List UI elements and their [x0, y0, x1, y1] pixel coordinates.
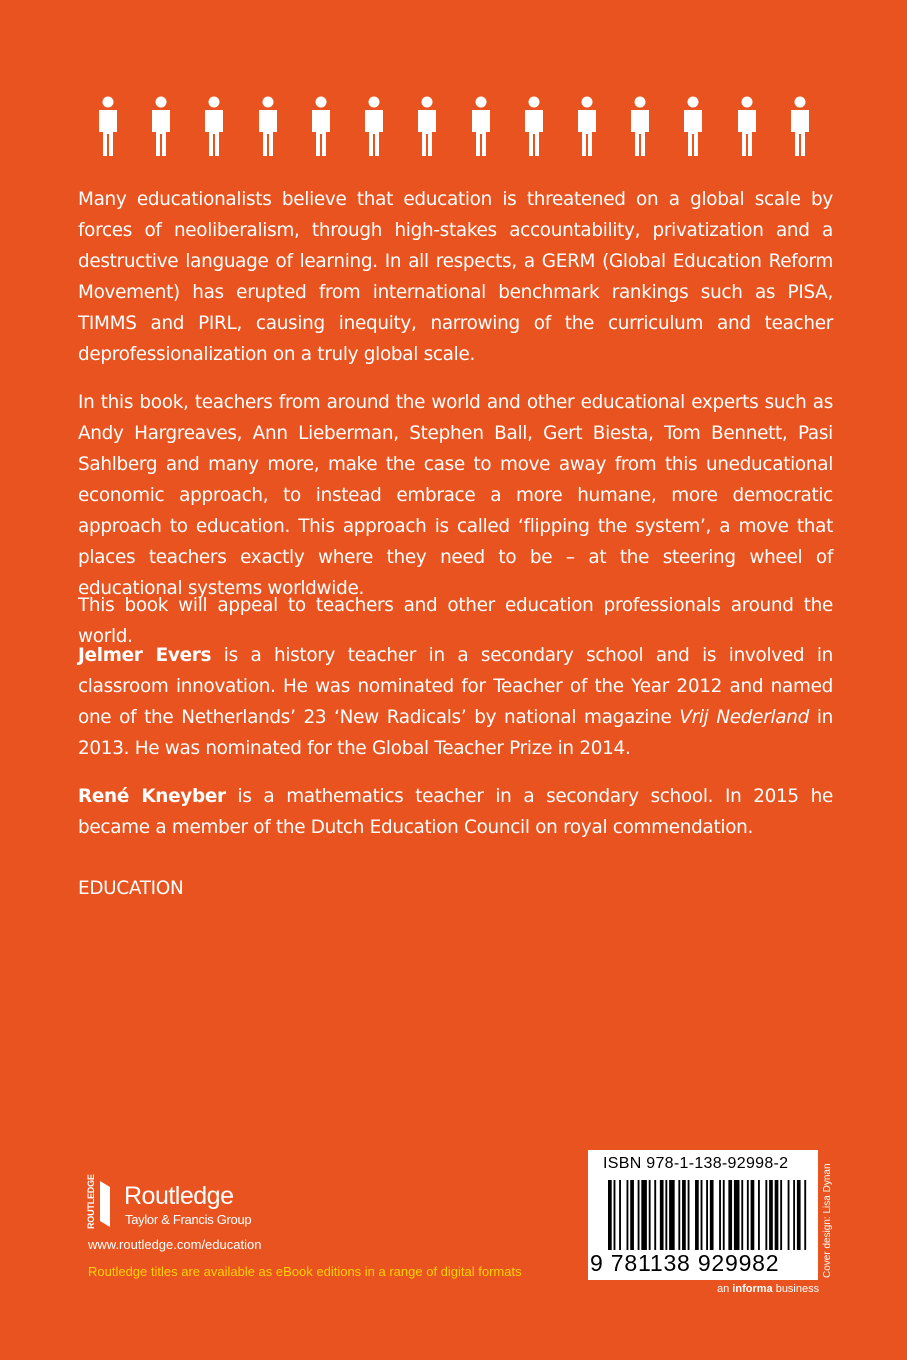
barcode-bar: [804, 1180, 806, 1250]
barcode-bar: [688, 1180, 690, 1250]
barcode-bar: [630, 1180, 634, 1250]
publisher-name: Routledge: [124, 1182, 234, 1210]
bio-text: [78, 640, 833, 764]
barcode-bar: [678, 1180, 680, 1250]
barcode-bar: [758, 1180, 760, 1250]
barcode-bar: [788, 1180, 790, 1250]
person-icon: [309, 96, 333, 158]
paragraph-text: This book will appeal to teachers and other education professionals around the world.: [78, 595, 833, 647]
barcode-bar: [747, 1180, 749, 1250]
author-name: René Kneyber: [78, 786, 226, 807]
person-icon: [415, 96, 439, 158]
barcode-bar: [710, 1180, 714, 1250]
person-icon: [628, 96, 652, 158]
barcode-bar: [751, 1180, 755, 1250]
barcode-bar: [701, 1180, 703, 1250]
barcode-bar: [780, 1180, 782, 1250]
person-icon: [256, 96, 280, 158]
isbn-label: ISBN 978-1-138-92998-2: [603, 1155, 789, 1172]
barcode-bar: [614, 1180, 616, 1250]
author-name: Jelmer Evers: [78, 645, 212, 666]
barcode-bar: [706, 1180, 708, 1250]
publisher-group: Taylor & Francis Group: [125, 1212, 252, 1227]
category-text: EDUCATION: [78, 878, 184, 899]
person-icon: [522, 96, 546, 158]
person-icon: [469, 96, 493, 158]
author-bio-evers: [78, 640, 833, 764]
barcode-bar: [660, 1180, 664, 1250]
barcode-bar: [638, 1180, 640, 1250]
barcode-bar: [719, 1180, 721, 1250]
ebook-note: Routledge titles are available as eBook editions in a range of digital formats: [88, 1264, 522, 1279]
paragraph-text: In this book, teachers from around the world and other educational experts such as Andy Hargreaves, Ann Lieberman, Stephen Ball, Gert Biesta, Tom Bennett, Pasi Sahlberg and many more, make the case to move away from this uneducational economic approach, to instead embrace a more humane, more democratic approach to education. This approach is called ‘flipping the system’, a move that places teachers exactly where they need to be – at the steering wheel of educational systems worldwide.: [78, 392, 833, 599]
bio-part: is a mathematics teacher in a secondary school. In 2015 he became a member of the Dutch Education Council on royal commendation.: [78, 786, 833, 838]
barcode-bar: [669, 1180, 675, 1250]
person-icon: [362, 96, 386, 158]
barcode-bar: [608, 1180, 612, 1250]
person-icon: [575, 96, 599, 158]
category-label: [78, 873, 833, 904]
barcode-bar: [769, 1180, 773, 1250]
barcode-digits: 9 781138 929982: [590, 1250, 780, 1276]
barcode-bar: [793, 1180, 795, 1250]
logo-vertical-text: ROUTLEDGE: [86, 1174, 96, 1229]
isbn-barcode: [588, 1150, 818, 1280]
barcode-bar: [734, 1180, 740, 1250]
barcode-bar: [619, 1180, 621, 1250]
barcode-bar: [765, 1180, 767, 1250]
description-paragraph-1: [78, 184, 833, 370]
barcode-bar: [682, 1180, 686, 1250]
barcode-bar: [627, 1180, 629, 1250]
bio-part: is a history teacher in a secondary school and is involved in classroom innovation. He was nominated for Teacher of the Year 2012 and named one of the Netherlands’ 23 ‘New Radicals’ by national magazine: [78, 645, 833, 728]
author-bio-kneyber: [78, 781, 833, 843]
barcode-bars: [608, 1180, 808, 1250]
barcode-bar: [654, 1180, 656, 1250]
informa-text: an informa business: [717, 1283, 820, 1295]
person-icon: [202, 96, 226, 158]
barcode-bar: [723, 1180, 725, 1250]
bio-text: [78, 781, 833, 843]
magazine-title: Vrij Nederland: [679, 707, 809, 728]
informa-tagline: [717, 1283, 819, 1295]
barcode-bar: [665, 1180, 667, 1250]
routledge-logo-mark: [84, 1174, 110, 1229]
barcode-bar: [797, 1180, 801, 1250]
barcode-bar: [775, 1180, 779, 1250]
person-icon: [735, 96, 759, 158]
description-paragraph-2: [78, 387, 833, 604]
person-icon: [788, 96, 812, 158]
person-icon: [96, 96, 120, 158]
bio-part: in 2013. He was nominated for the Global Teacher Prize in 2014.: [78, 707, 833, 759]
routledge-logo: [84, 1174, 274, 1233]
people-icon-row: [96, 96, 812, 158]
person-icon: [681, 96, 705, 158]
barcode-bar: [641, 1180, 647, 1250]
publisher-website[interactable]: www.routledge.com/education: [88, 1237, 262, 1252]
barcode-bar: [695, 1180, 699, 1250]
cover-design-credit: Cover design: Lisa Dynan: [822, 1163, 833, 1278]
barcode-bar: [649, 1180, 651, 1250]
person-icon: [149, 96, 173, 158]
barcode-bar: [728, 1180, 732, 1250]
barcode-bar: [741, 1180, 743, 1250]
paragraph-text: Many educationalists believe that education is threatened on a global scale by forces of neoliberalism, through high-stakes accountability, privatization and a destructive language of learning. In all respects, a GERM (Global Education Reform Movement) has erupted from international benchmark rankings such as PISA, TIMMS and PIRL, causing inequity, narrowing of the curriculum and teacher deprofessionalization on a truly global scale.: [78, 189, 833, 365]
